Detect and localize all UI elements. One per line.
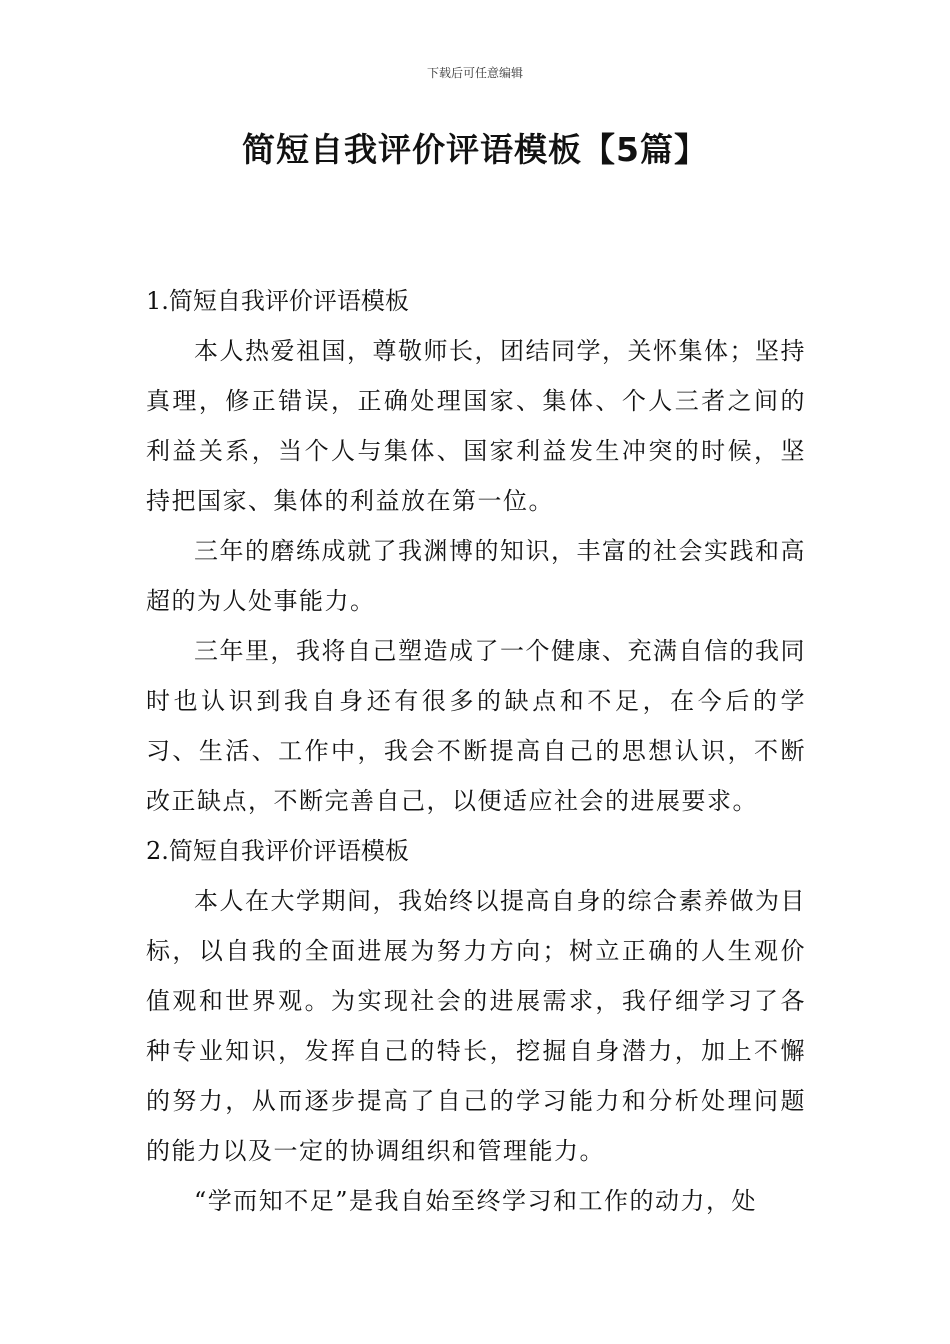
paragraph: “学而知不足”是我自始至终学习和工作的动力，处 bbox=[194, 1187, 758, 1215]
section-2 bbox=[146, 826, 806, 1226]
document-body bbox=[146, 276, 806, 1226]
section-heading: 2.简短自我评价评语模板 bbox=[146, 837, 409, 865]
paragraph: 本人在大学期间，我始终以提高自身的综合素养做为目标，以自我的全面进展为努力方向；树立正确的人生观价值观和世界观。为实现社会的进展需求，我仔细学习了各种专业知识，发挥自己的特长，挖掘自身潜力，加上不懈的努力，从而逐步提高了自己的学习能力和分析处理问题的能力以及一定的协调组织和管理能力。 bbox=[146, 887, 806, 1165]
header-note: 下载后可任意编辑 bbox=[426, 66, 523, 80]
paragraph: 三年的磨练成就了我渊博的知识，丰富的社会实践和高超的为人处事能力。 bbox=[146, 537, 806, 615]
section-heading: 1.简短自我评价评语模板 bbox=[146, 287, 409, 315]
paragraph: 三年里，我将自己塑造成了一个健康、充满自信的我同时也认识到我自身还有很多的缺点和不足，在今后的学习、生活、工作中，我会不断提高自己的思想认识，不断改正缺点，不断完善自己，以便适应社会的进展要求。 bbox=[146, 637, 806, 815]
document-title: 简短自我评价评语模板【5篇】 bbox=[242, 130, 708, 169]
paragraph: 本人热爱祖国，尊敬师长，团结同学，关怀集体；坚持真理，修正错误，正确处理国家、集体、个人三者之间的利益关系，当个人与集体、国家利益发生冲突的时候，坚持把国家、集体的利益放在第一位。 bbox=[146, 337, 806, 515]
section-1 bbox=[146, 276, 806, 826]
